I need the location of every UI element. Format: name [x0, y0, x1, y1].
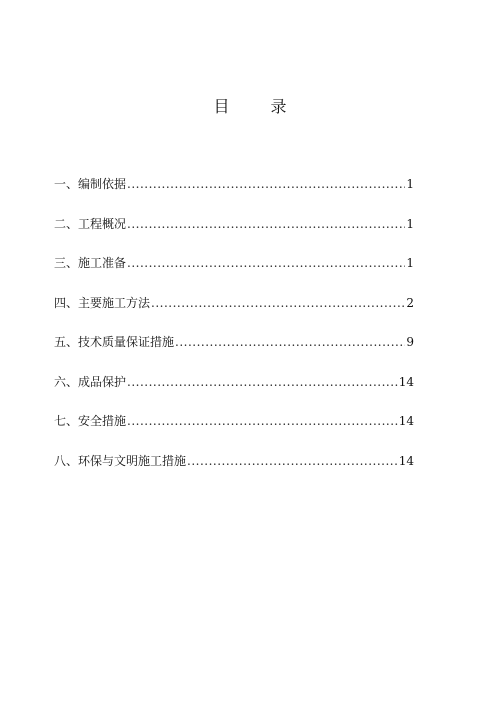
toc-dot-leader	[127, 413, 398, 429]
toc-entry[interactable]	[54, 374, 414, 414]
toc-entry-page: 1	[406, 256, 414, 270]
toc-title: 目 录	[213, 97, 305, 116]
toc-entry[interactable]	[54, 176, 414, 216]
toc-entry-label: 八、环保与文明施工措施	[54, 453, 187, 468]
toc-entry[interactable]	[54, 295, 414, 335]
toc-dot-leader	[127, 176, 405, 192]
toc-entry-label: 五、技术质量保证措施	[54, 335, 175, 349]
toc-entry-label: 一、编制依据	[54, 177, 127, 191]
toc-entry[interactable]	[54, 453, 414, 493]
table-of-contents	[54, 176, 414, 492]
toc-dot-leader	[127, 255, 405, 271]
toc-entry-label: 六、成品保护	[54, 374, 127, 389]
toc-entry[interactable]	[54, 413, 414, 453]
toc-dot-leader	[127, 216, 405, 232]
toc-dot-leader	[175, 334, 405, 350]
toc-entry-page: 2	[406, 295, 414, 310]
toc-entry-page: 14	[398, 374, 414, 389]
toc-entry[interactable]	[54, 255, 414, 295]
toc-entry-label: 四、主要施工方法	[54, 295, 151, 310]
toc-entry-page: 9	[406, 335, 414, 349]
toc-entry-page: 1	[406, 177, 414, 191]
toc-entry-page: 1	[406, 216, 414, 231]
toc-entry-page: 14	[398, 414, 414, 428]
toc-entry-label: 二、工程概况	[54, 216, 127, 231]
toc-dot-leader	[127, 374, 398, 390]
toc-entry-label: 三、施工准备	[54, 256, 127, 270]
toc-entry-label: 七、安全措施	[54, 414, 127, 428]
toc-entry-page: 14	[398, 453, 414, 468]
toc-dot-leader	[187, 453, 398, 469]
toc-entry[interactable]	[54, 216, 414, 256]
toc-entry[interactable]	[54, 334, 414, 374]
toc-dot-leader	[151, 295, 405, 311]
